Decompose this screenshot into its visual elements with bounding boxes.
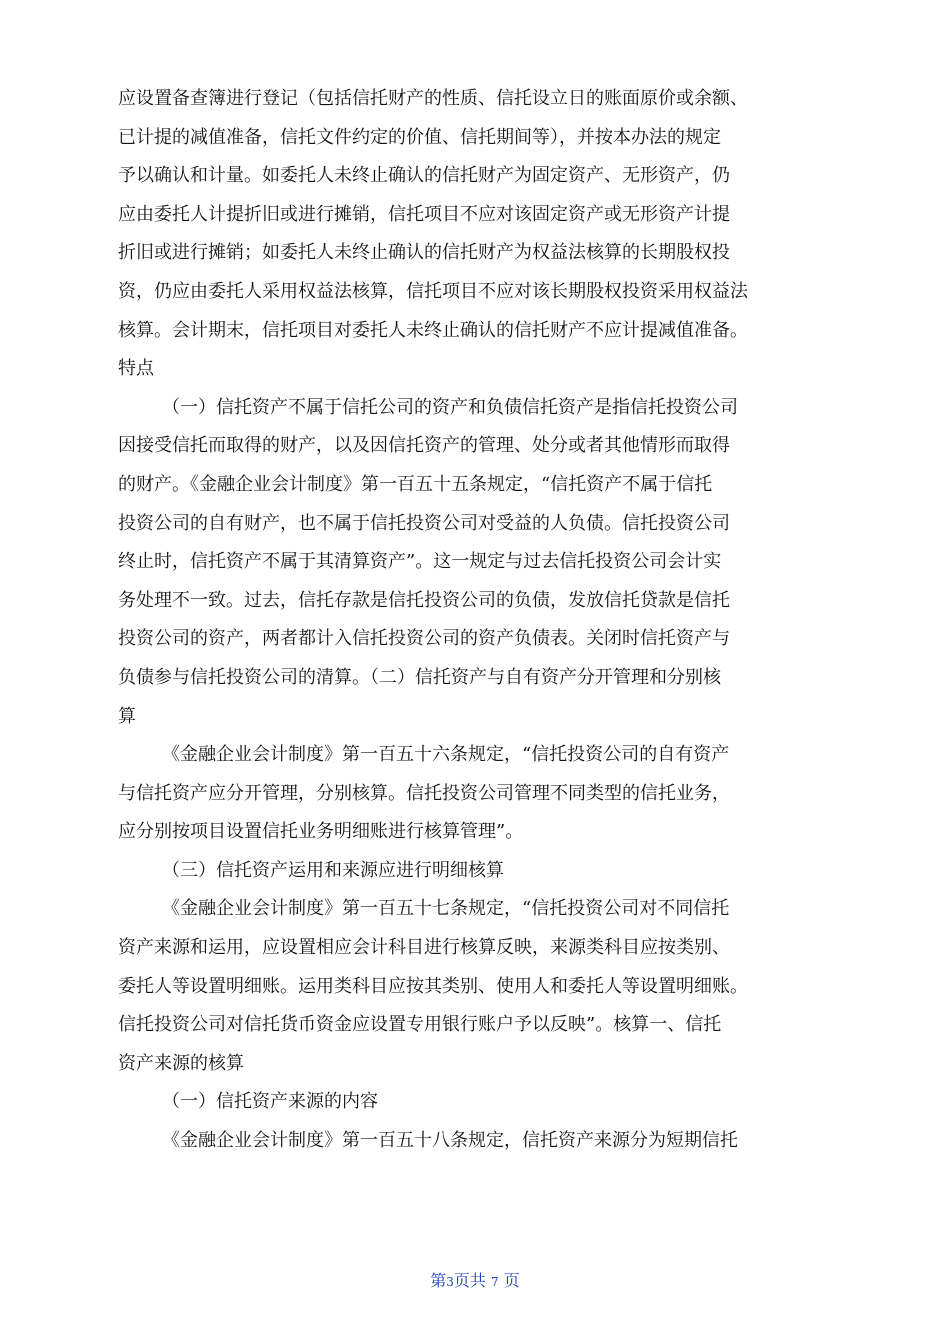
text-line: 终止时，信托资产不属于其清算资产”。这一规定与过去信托投资公司会计实	[118, 551, 722, 573]
body-text	[118, 80, 830, 1161]
text-line: 信托投资公司对信托货币资金应设置专用银行账户予以反映”。核算一、信托	[118, 1014, 722, 1036]
text-line: 的财产。《金融企业会计制度》第一百五十五条规定，“信托资产不属于信托	[118, 473, 713, 495]
text-line: 务处理不一致。过去，信托存款是信托投资公司的负债，发放信托贷款是信托	[118, 589, 730, 611]
current-page-number: 3	[446, 1275, 454, 1289]
text-line: 委托人等设置明细账。运用类科目应按其类别、使用人和委托人等设置明细账。	[118, 975, 748, 997]
text-line: （一）信托资产来源的内容	[162, 1091, 378, 1113]
text-line: 核算。会计期末，信托项目对委托人未终止确认的信托财产不应计提减值准备。	[118, 319, 748, 341]
footer-prefix: 第	[430, 1271, 447, 1290]
page-footer	[0, 1268, 950, 1291]
text-line: （一）信托资产不属于信托公司的资产和负债信托资产是指信托投资公司	[162, 396, 738, 418]
text-line: 予以确认和计量。如委托人未终止确认的信托财产为固定资产、无形资产，仍	[118, 165, 730, 187]
total-pages-number: 7	[491, 1275, 499, 1289]
text-line: 因接受信托而取得的财产，以及因信托资产的管理、处分或者其他情形而取得	[118, 435, 730, 457]
footer-suffix: 页	[503, 1271, 520, 1290]
footer-middle: 页共	[453, 1271, 486, 1290]
text-line: 已计提的减值准备，信托文件约定的价值、信托期间等），并按本办法的规定	[118, 126, 721, 148]
text-line: 折旧或进行摊销；如委托人未终止确认的信托财产为权益法核算的长期股权投	[118, 242, 730, 264]
text-line: 资，仍应由委托人采用权益法核算，信托项目不应对该长期股权投资采用权益法	[118, 280, 748, 302]
text-line: 资产来源的核算	[118, 1052, 244, 1074]
text-line: 应设置备查簿进行登记（包括信托财产的性质、信托设立日的账面原价或余额、	[118, 88, 748, 109]
text-line: 《金融企业会计制度》第一百五十八条规定，信托资产来源分为短期信托	[162, 1130, 738, 1152]
text-line: 应分别按项目设置信托业务明细账进行核算管理”。	[118, 821, 524, 843]
text-line: 投资公司的自有财产，也不属于信托投资公司对受益的人负债。信托投资公司	[118, 512, 730, 534]
text-line: 特点	[118, 358, 154, 380]
text-line: 应由委托人计提折旧或进行摊销，信托项目不应对该固定资产或无形资产计提	[118, 203, 730, 225]
text-line: 《金融企业会计制度》第一百五十七条规定，“信托投资公司对不同信托	[162, 898, 730, 920]
text-line: 与信托资产应分开管理，分别核算。信托投资公司管理不同类型的信托业务，	[118, 782, 730, 804]
text-line: 投资公司的资产，两者都计入信托投资公司的资产负债表。关闭时信托资产与	[118, 628, 730, 650]
text-line: 算	[118, 705, 136, 727]
text-line: 资产来源和运用，应设置相应会计科目进行核算反映，来源类科目应按类别、	[118, 937, 730, 959]
text-line: 《金融企业会计制度》第一百五十六条规定，“信托投资公司的自有资产	[162, 744, 730, 766]
text-line: （三）信托资产运用和来源应进行明细核算	[162, 859, 504, 881]
text-line: 负债参与信托投资公司的清算。（二）信托资产与自有资产分开管理和分别核	[118, 666, 721, 688]
